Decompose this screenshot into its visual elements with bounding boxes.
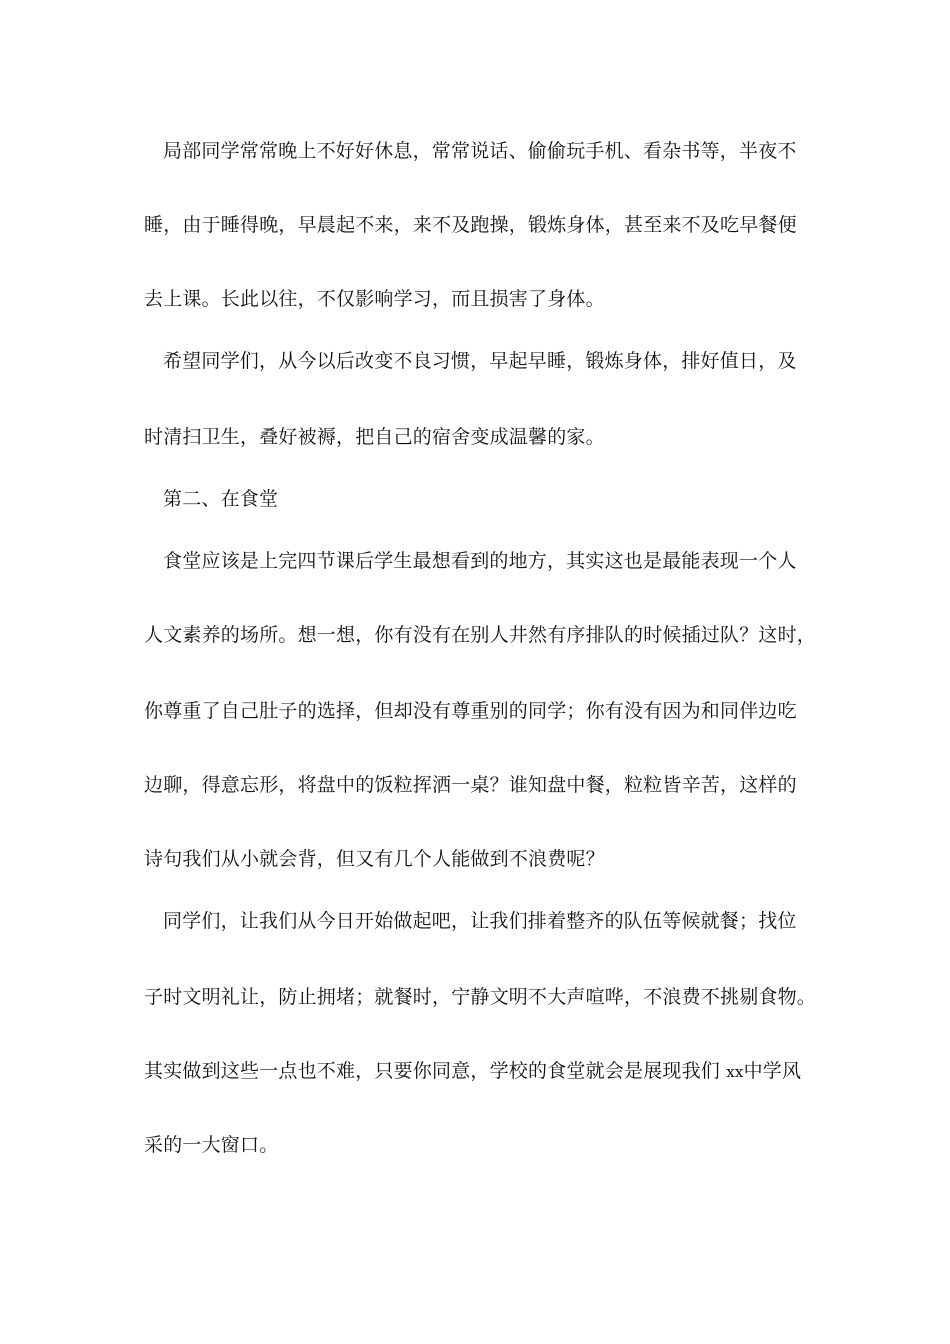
paragraph-4-line-3-text-b: 中学风 <box>743 1060 802 1082</box>
paragraph-1-line-3: 去上课。长此以往，不仅影响学习，而且损害了身体。 <box>144 288 605 310</box>
section-heading: 第二、在食堂 <box>163 488 279 510</box>
paragraph-3-line-5: 诗句我们从小就会背，但又有几个人能做到不浪费呢？ <box>144 848 605 870</box>
paragraph-3-line-2: 人文素养的场所。想一想，你有没有在别人井然有序排队的时候插过队？这时， <box>144 624 817 646</box>
paragraph-4-line-3 <box>144 1058 816 1085</box>
school-name-placeholder: xx <box>726 1063 744 1081</box>
paragraph-2-line-1: 希望同学们，从今以后改变不良习惯，早起早睡，锻炼身体，排好值日，及 <box>163 350 797 372</box>
paragraph-4-line-4: 采的一大窗口。 <box>144 1134 279 1156</box>
paragraph-1-line-1: 局部同学常常晚上不好好休息，常常说话、偷偷玩手机、看杂书等，半夜不 <box>163 140 797 162</box>
paragraph-2-line-2: 时清扫卫生，叠好被褥，把自己的宿舍变成温馨的家。 <box>144 426 605 448</box>
paragraph-1-line-2: 睡，由于睡得晚，早晨起不来，来不及跑操，锻炼身体，甚至来不及吃早餐便 <box>144 214 797 236</box>
paragraph-4-line-2: 子时文明礼让，防止拥堵；就餐时，宁静文明不大声喧哗，不浪费不挑剔食物。 <box>144 986 817 1008</box>
paragraph-3-line-4: 边聊，得意忘形，将盘中的饭粒挥洒一桌？谁知盘中餐，粒粒皆辛苦，这样的 <box>144 774 797 796</box>
paragraph-4-line-1: 同学们，让我们从今日开始做起吧，让我们排着整齐的队伍等候就餐；找位 <box>163 910 797 932</box>
paragraph-4-line-3-text-a: 其实做到这些一点也不难，只要你同意，学校的食堂就会是展现我们 <box>144 1060 721 1082</box>
paragraph-3-line-1: 食堂应该是上完四节课后学生最想看到的地方，其实这也是最能表现一个人 <box>163 550 797 572</box>
paragraph-3-line-3: 你尊重了自己肚子的选择，但却没有尊重别的同学；你有没有因为和同伴边吃 <box>144 700 797 722</box>
